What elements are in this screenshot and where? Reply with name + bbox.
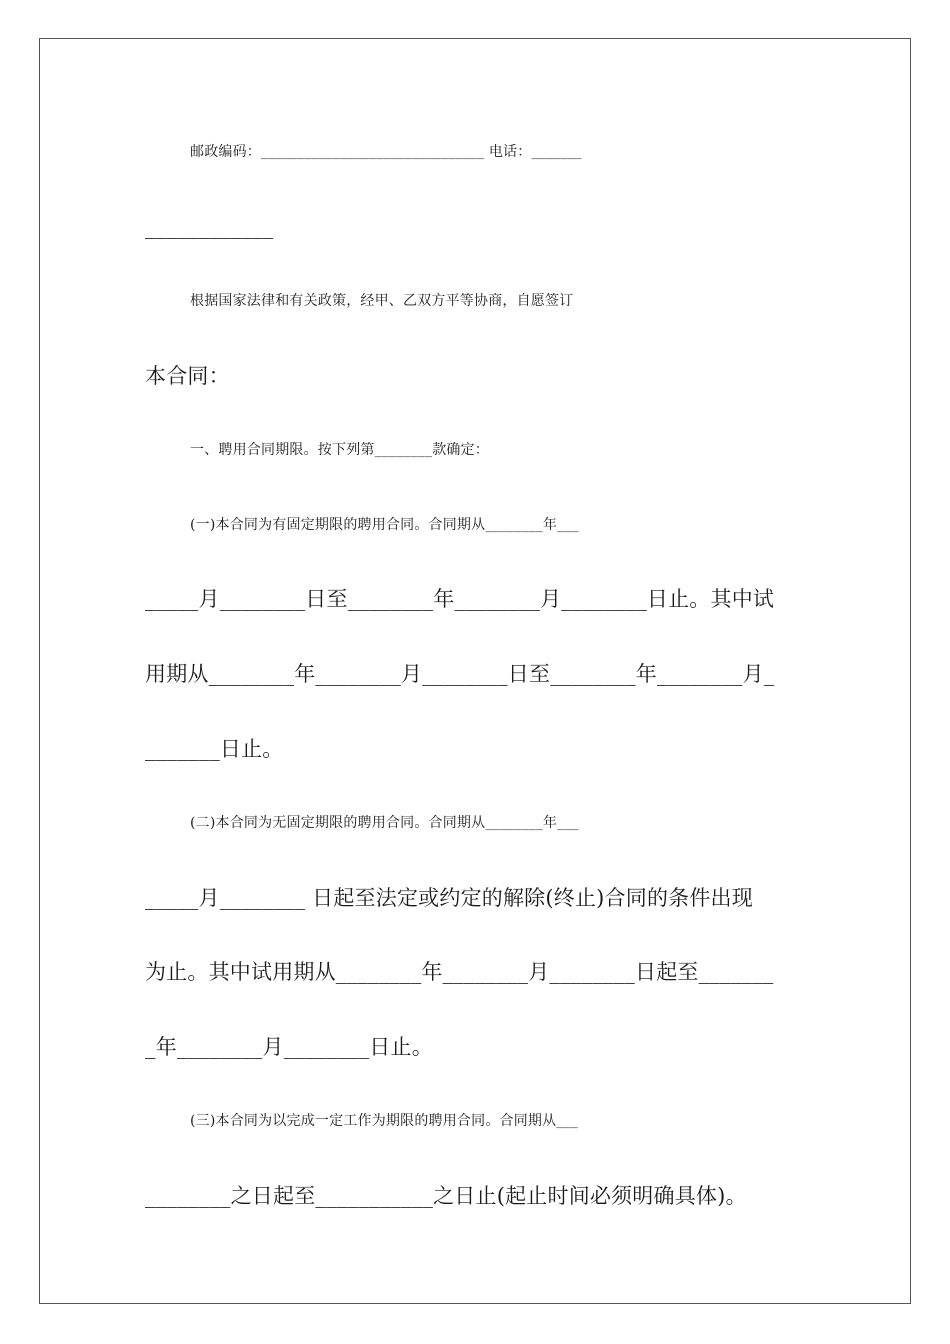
phone-continuation-line: ____________ bbox=[145, 215, 274, 239]
clause-2-line-3: 为止。其中试用期从________年________月________日起至_______ bbox=[145, 960, 774, 984]
postal-code-phone-line: 邮政编码：_______________________________ 电话：_______ bbox=[190, 144, 582, 160]
clause-1-line-4: _______日止。 bbox=[145, 737, 284, 761]
preamble-line-2: 本合同： bbox=[145, 364, 230, 388]
clause-1-line-2: _____月________日至________年________月________日止。其中试 bbox=[145, 587, 775, 611]
clause-2-line-1: (二)本合同为无固定期限的聘用合同。合同期从________年___ bbox=[190, 815, 579, 831]
clause-1-line-1: (一)本合同为有固定期限的聘用合同。合同期从________年___ bbox=[190, 517, 579, 533]
clause-1-line-3: 用期从________年________月________日至________年________月_ bbox=[145, 662, 775, 686]
clause-3-line-1: (三)本合同为以完成一定工作为期限的聘用合同。合同期从___ bbox=[190, 1113, 578, 1129]
clause-3-line-2: ________之日起至___________之日止(起止时间必须明确具体)。 bbox=[145, 1184, 747, 1208]
preamble-line-1: 根据国家法律和有关政策，经甲、乙双方平等协商，自愿签订 bbox=[190, 293, 574, 309]
clause-2-line-4: _年________月________日止。 bbox=[145, 1035, 433, 1059]
section-1-heading: 一、聘用合同期限。按下列第________款确定： bbox=[190, 442, 489, 458]
clause-2-line-2: _____月________ 日起至法定或约定的解除(终止)合同的条件出现 bbox=[145, 886, 753, 910]
